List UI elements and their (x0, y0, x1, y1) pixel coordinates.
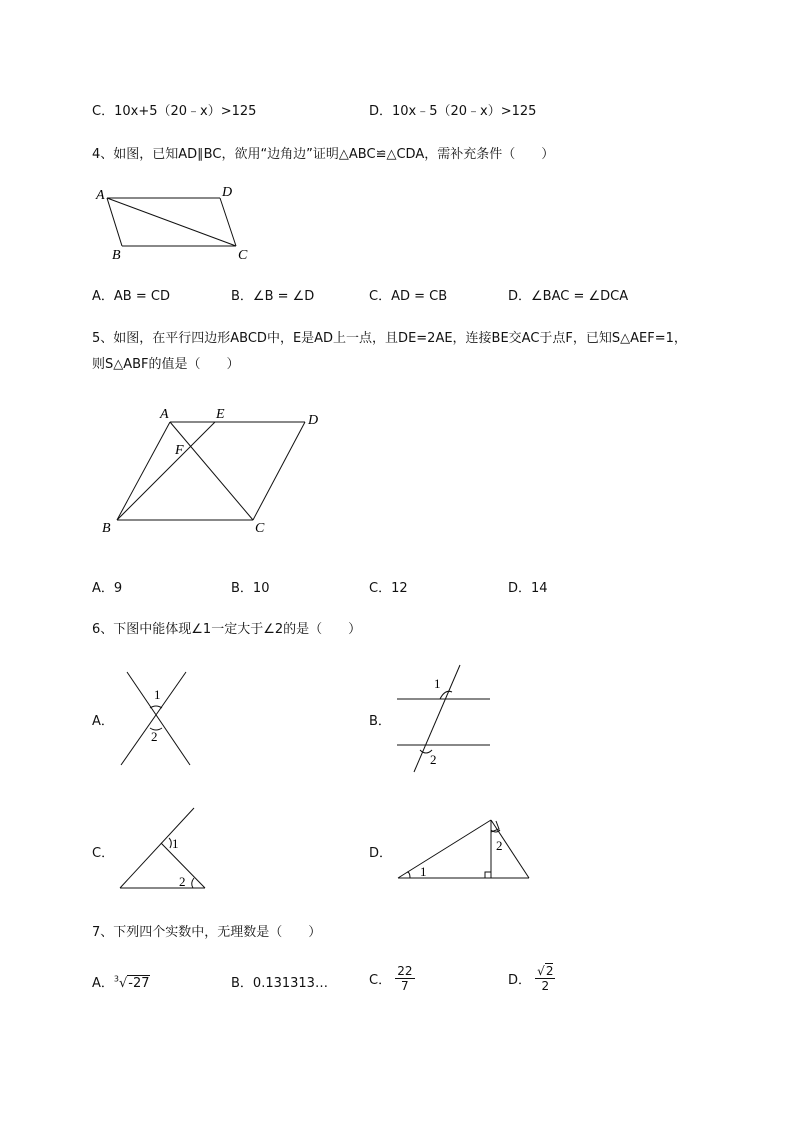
q4-label-a: A (96, 188, 105, 203)
q7-option-c-denominator: 7 (401, 979, 409, 993)
q7-option-d-fraction (535, 964, 555, 993)
q5-option-d: D．14 (508, 581, 548, 596)
q6-option-d-label: D． (369, 846, 393, 861)
q7-stem: 7、下列四个实数中，无理数是（ ） (92, 925, 322, 940)
q4-stem: 4、如图，已知AD∥BC，欲用“边角边”证明△ABC≌△CDA，需补充条件（ ） (92, 147, 555, 162)
q4-option-d: D．∠BAC = ∠DCA (508, 289, 629, 304)
q4-label-d: D (222, 185, 233, 200)
q5-label-b: B (102, 521, 111, 536)
q6-b-angle-1: 1 (434, 676, 441, 691)
q7-option-a-radicand: -27 (128, 976, 150, 991)
q6-b-angle-2: 2 (430, 752, 437, 767)
q6-option-a-label: A． (92, 714, 114, 729)
q6-c-angle-2: 2 (179, 874, 186, 889)
q5-option-c: C．12 (369, 581, 408, 596)
q3-option-c: C．10x+5（20﹣x）>125 (92, 104, 257, 119)
q5-label-f: F (175, 443, 184, 458)
q5-label-c: C (255, 521, 265, 536)
radical-sign-icon: √ (119, 976, 128, 991)
q6-a-angle-2: 2 (151, 729, 158, 744)
q7-option-b: B．0.131313… (231, 976, 328, 991)
q7-option-c-label: C． (369, 973, 392, 988)
q7-option-d-radicand: 2 (545, 964, 554, 978)
q6-stem: 6、下图中能体现∠1一定大于∠2的是（ ） (92, 622, 362, 637)
q6-a-angle-1: 1 (154, 687, 161, 702)
q6-c-angle-1: 1 (172, 836, 179, 851)
q4-label-c: C (238, 248, 248, 263)
q5-option-a: A．9 (92, 581, 123, 596)
q6-figure-d (398, 820, 529, 878)
q7-option-d (508, 964, 555, 993)
q7-option-c (369, 964, 415, 993)
q5-stem-line1: 5、如图，在平行四边形ABCD中，E是AD上一点，且DE=2AE，连接BE交AC于点F，已知S△AEF=1， (92, 331, 687, 346)
q7-cube-root-index: 3 (113, 974, 119, 984)
q6-option-c-label: C． (92, 846, 115, 861)
q5-stem-line2: 则S△ABF的值是（ ） (92, 357, 240, 372)
q7-option-d-numerator (535, 964, 555, 979)
q5-label-a: A (160, 407, 169, 422)
q4-option-c: C．AD = CB (369, 289, 448, 304)
q3-option-d: D．10x﹣5（20﹣x）>125 (369, 104, 537, 119)
q7-option-a-label: A． (92, 976, 114, 991)
q6-figure-c (120, 808, 205, 888)
q6-figure-b (397, 665, 490, 772)
radical-sign-icon: √ (537, 964, 545, 978)
q6-d-angle-1: 1 (420, 864, 427, 879)
q6-figure-a (121, 672, 190, 765)
q7-option-c-numerator: 22 (397, 964, 413, 978)
q7-option-d-label: D． (508, 973, 532, 988)
q7-option-d-denominator: 2 (541, 979, 550, 993)
q7-option-c-fraction (395, 964, 414, 993)
q7-option-a (92, 972, 150, 991)
q4-label-b: B (112, 248, 121, 263)
q4-option-b: B．∠B = ∠D (231, 289, 315, 304)
q5-label-d: D (308, 413, 319, 428)
q5-label-e: E (216, 407, 225, 422)
q6-d-angle-2: 2 (496, 838, 503, 853)
q6-option-b-label: B． (369, 714, 391, 729)
q4-option-a: A．AB = CD (92, 289, 170, 304)
q5-option-b: B．10 (231, 581, 270, 596)
